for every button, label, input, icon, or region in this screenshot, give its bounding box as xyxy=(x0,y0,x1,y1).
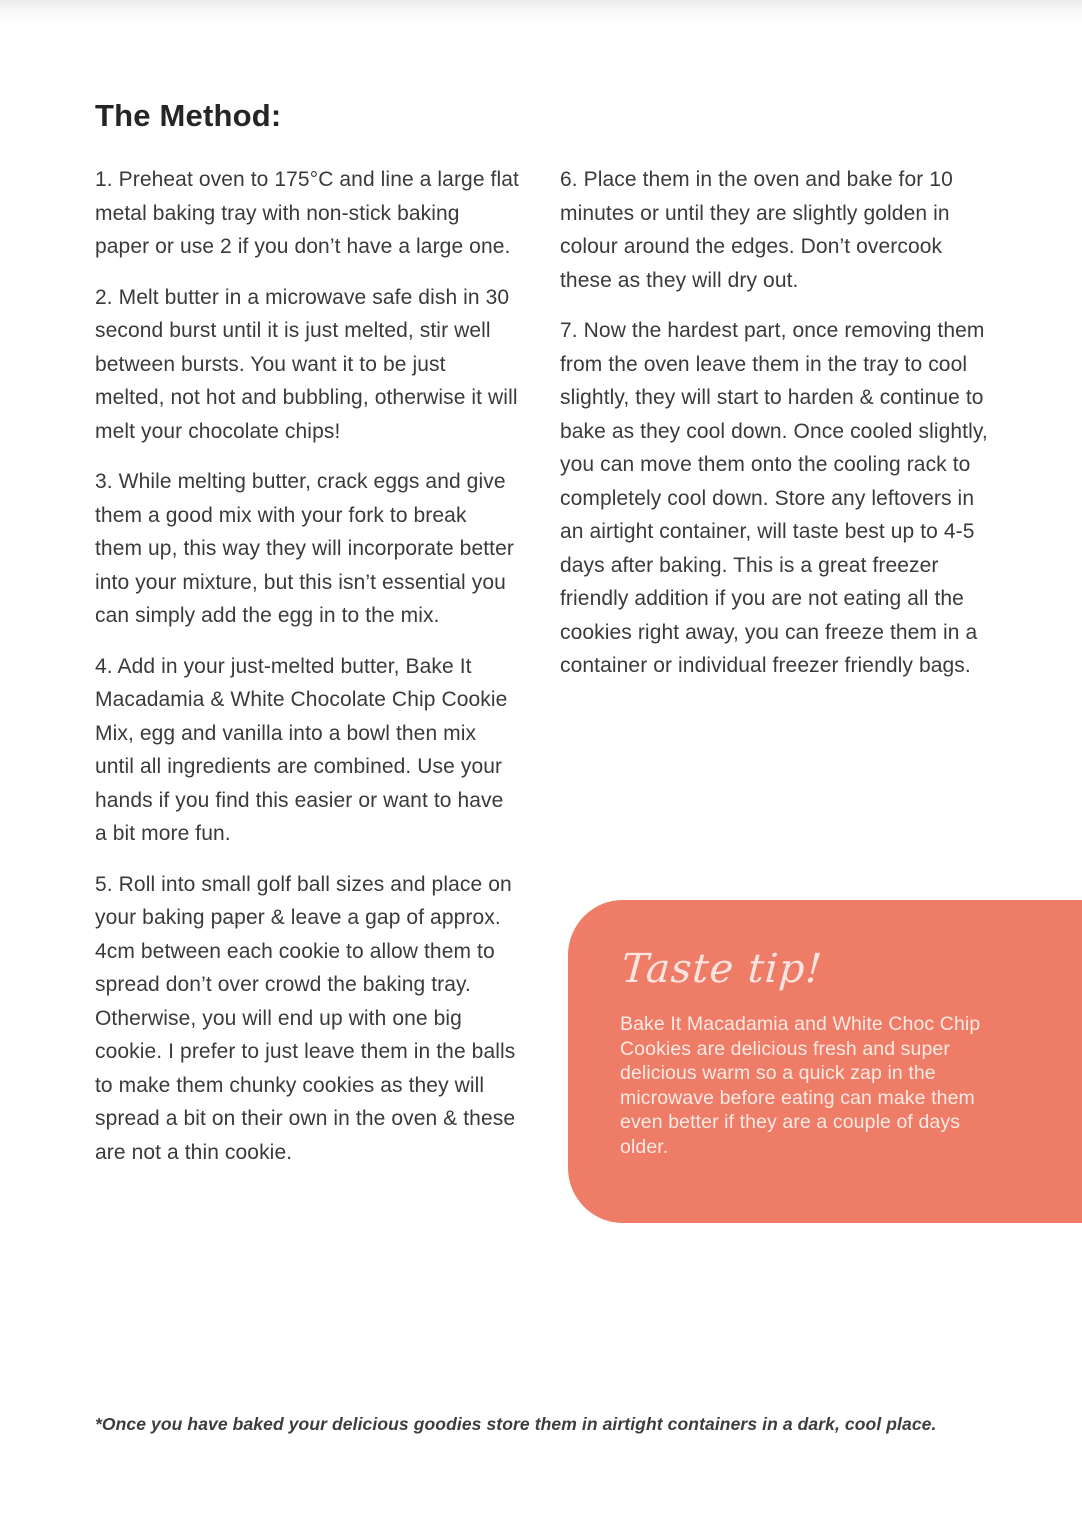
method-step-2: 2. Melt butter in a microwave safe dish in 30 second burst until it is just melted, stir well between bursts. You want it to be just melted, not hot and bubbling, otherwise it will melt your chocolate chips! xyxy=(95,285,518,443)
page-title: The Method: xyxy=(95,98,282,133)
storage-footnote: *Once you have baked your delicious goodies store them in airtight containers in a dark, cool place. xyxy=(95,1414,937,1434)
taste-tip-callout xyxy=(568,900,1082,1223)
method-step-5: 5. Roll into small golf ball sizes and place on your baking paper & leave a gap of approx. 4cm between each cookie to allow them to spread don’t over crowd the baking tray. Otherwise, you will end up with one big cookie. I prefer to just leave them in the balls to make them chunky cookies as they will spread a bit on their own in the oven & these are not a thin cookie. xyxy=(95,872,516,1164)
method-step-1: 1. Preheat oven to 175°C and line a large flat metal baking tray with non-stick baking paper or use 2 if you don’t have a large one. xyxy=(95,168,519,258)
method-steps-column-left xyxy=(95,163,519,1186)
taste-tip-body: Bake It Macadamia and White Choc Chip Cookies are delicious fresh and super delicious warm so a quick zap in the microwave before eating can make them even better if they are a couple of days older. xyxy=(620,1013,981,1158)
method-step-7: 7. Now the hardest part, once removing them from the oven leave them in the tray to cool slightly, they will start to harden & continue to bake as they cool down. Once cooled slightly, you can move them onto the cooling rack to completely cool down. Store any leftovers in an airtight container, will taste best up to 4-5 days after baking. This is a great freezer friendly addition if you are not eating all the cookies right away, you can freeze them in a container or individual freezer friendly bags. xyxy=(560,319,988,677)
taste-tip-heading: Taste tip! xyxy=(620,946,825,992)
method-step-6: 6. Place them in the oven and bake for 10 minutes or until they are slightly golden in colour around the edges. Don’t overcook these as they will dry out. xyxy=(560,168,953,292)
page-top-shadow xyxy=(0,0,1082,26)
taste-tip-content xyxy=(568,900,1082,1159)
method-steps-column-right xyxy=(560,163,990,700)
method-step-4: 4. Add in your just-melted butter, Bake It Macadamia & White Chocolate Chip Cookie Mix, egg and vanilla into a bowl then mix until all ingredients are combined. Use your hands if you find this easier or want to have a bit more fun. xyxy=(95,654,508,845)
method-step-3: 3. While melting butter, crack eggs and give them a good mix with your fork to break them up, this way they will incorporate better into your mixture, but this isn’t essential you can simply add the egg in to the mix. xyxy=(95,470,514,627)
